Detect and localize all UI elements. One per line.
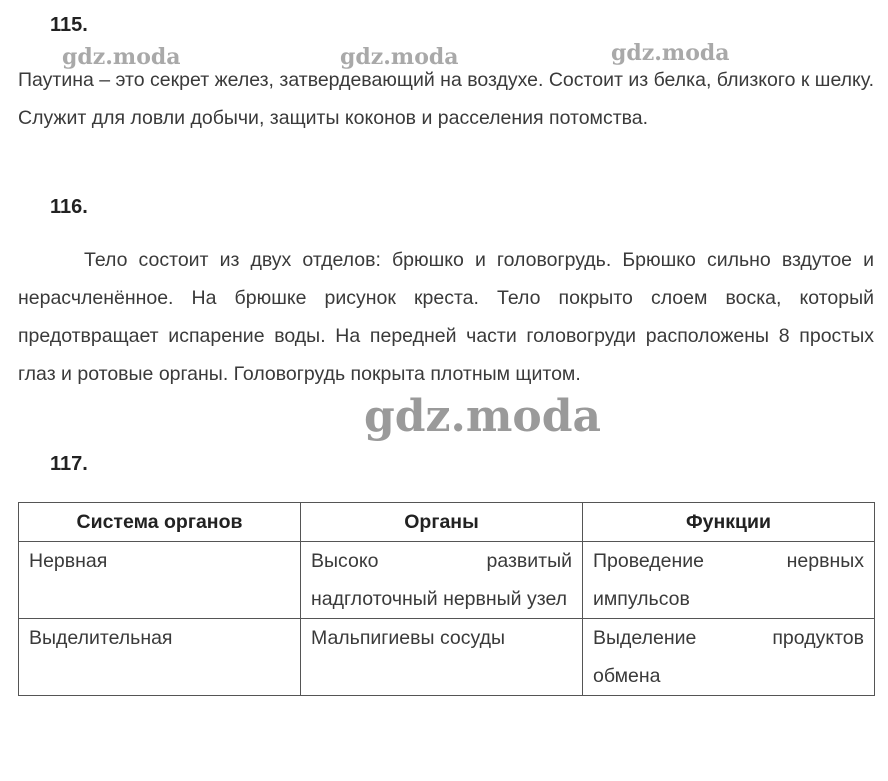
watermark-logo: gdz.moda <box>611 40 730 66</box>
header-functions: Функции <box>583 503 875 542</box>
answer-116-text: Тело состоит из двух отделов: брюшко и головогрудь. Брюшко сильно вздутое и нерасчленённое. На брюшке рисунок креста. Тело покрыто слоем воска, который предотвращает испарение воды. На передней части головогруди расположены 8 простых глаз и ротовые органы. Головогрудь покрыта плотным щитом. <box>18 249 874 385</box>
cell-functions: Проведение нервных импульсов <box>583 542 875 619</box>
cell-organs: Мальпигиевы сосуды <box>301 619 583 696</box>
task-number-116: 116. <box>50 196 88 218</box>
watermark-logo-large: gdz.moda <box>364 391 602 442</box>
cell-system: Нервная <box>19 542 301 619</box>
table-header-row <box>19 503 875 542</box>
cell-system: Выделительная <box>19 619 301 696</box>
answer-115-text: Паутина – это секрет желез, затвердевающий на воздухе. Состоит из белка, близкого к шелку. Служит для ловли добычи, защиты коконов и расселения потомства. <box>18 69 874 129</box>
table-row <box>19 542 875 619</box>
cell-functions: Выделение продуктов обмена <box>583 619 875 696</box>
organ-systems-table <box>18 502 875 696</box>
header-organs: Органы <box>301 503 583 542</box>
table-row <box>19 619 875 696</box>
watermark-logo: gdz.moda <box>62 44 181 70</box>
task-number-117: 117. <box>50 453 88 475</box>
header-organ-system: Система органов <box>19 503 301 542</box>
cell-organs: Высоко развитый надглоточный нервный узел <box>301 542 583 619</box>
task-number-115: 115. <box>50 14 88 36</box>
watermark-logo: gdz.moda <box>340 44 459 70</box>
